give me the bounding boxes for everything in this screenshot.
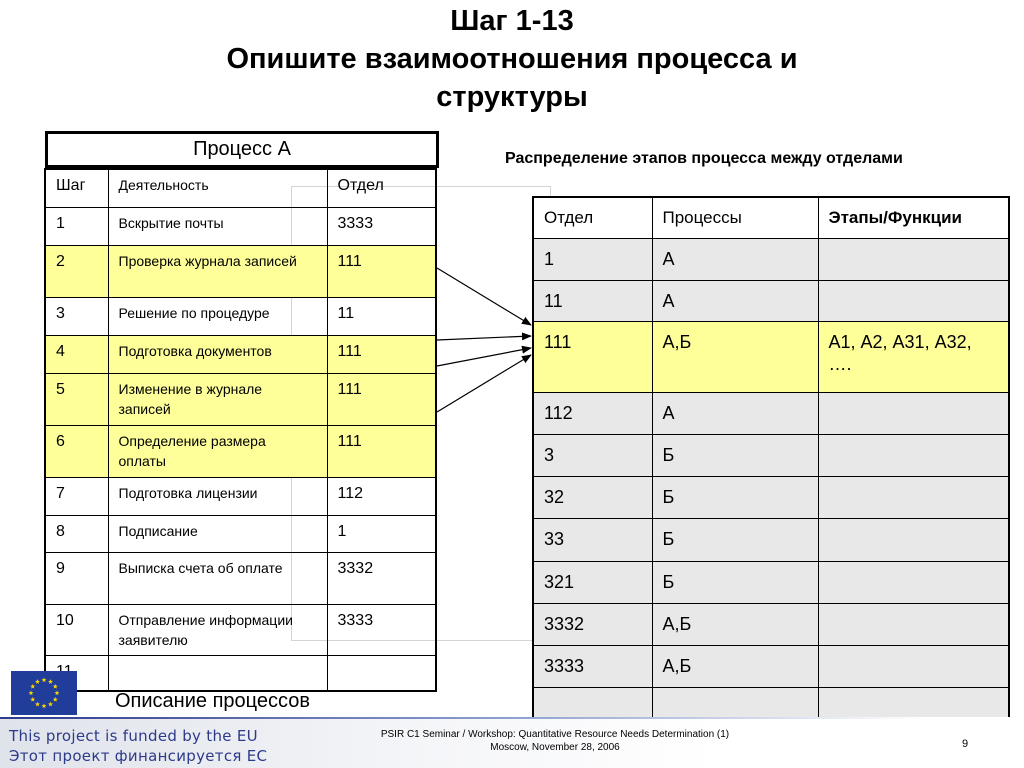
dept-cell: 11 bbox=[327, 297, 436, 335]
activity-cell: Подписание bbox=[108, 515, 327, 552]
stages-cell bbox=[818, 603, 1009, 645]
page-number: 9 bbox=[962, 738, 969, 750]
activity-cell bbox=[108, 655, 327, 691]
dept-cell: 321 bbox=[533, 561, 652, 603]
header-dept: Отдел bbox=[327, 169, 436, 207]
table-header-row bbox=[45, 169, 436, 207]
step-cell: 9 bbox=[45, 552, 108, 604]
seminar-date: Moscow, November 28, 2006 bbox=[490, 742, 620, 753]
dept-cell: 3333 bbox=[327, 604, 436, 655]
step-cell: 6 bbox=[45, 425, 108, 477]
table-row bbox=[45, 604, 436, 655]
department-stages-table bbox=[532, 196, 1010, 729]
table-row bbox=[533, 645, 1009, 687]
table-row bbox=[533, 476, 1009, 518]
header-dept: Отдел bbox=[533, 197, 652, 238]
step-cell: 5 bbox=[45, 373, 108, 425]
table-row bbox=[533, 434, 1009, 476]
processes-cell: А bbox=[652, 238, 818, 280]
processes-cell: Б bbox=[652, 561, 818, 603]
title-line-1: Шаг 1-13 bbox=[450, 5, 574, 37]
dept-cell: 111 bbox=[533, 321, 652, 392]
right-table-caption: Распределение этапов процесса между отделами bbox=[505, 150, 903, 167]
table-row bbox=[533, 561, 1009, 603]
header-activity: Деятельность bbox=[108, 169, 327, 207]
table-row bbox=[45, 515, 436, 552]
seminar-info bbox=[340, 728, 770, 754]
stages-cell bbox=[818, 434, 1009, 476]
step-cell: 1 bbox=[45, 207, 108, 245]
process-steps-table bbox=[44, 168, 437, 692]
stages-cell: А1, А2, А31, А32, …. bbox=[818, 321, 1009, 392]
activity-cell: Изменение в журнале записей bbox=[108, 373, 327, 425]
dept-cell: 111 bbox=[327, 425, 436, 477]
step-cell: 8 bbox=[45, 515, 108, 552]
activity-cell: Проверка журнала записей bbox=[108, 245, 327, 297]
activity-cell: Вскрытие почты bbox=[108, 207, 327, 245]
dept-cell: 3 bbox=[533, 434, 652, 476]
stages-cell bbox=[818, 392, 1009, 434]
header-stages: Этапы/Функции bbox=[818, 197, 1009, 238]
dept-cell: 111 bbox=[327, 335, 436, 373]
title-line-3: структуры bbox=[436, 81, 588, 113]
table-row bbox=[533, 518, 1009, 561]
step-cell: 3 bbox=[45, 297, 108, 335]
processes-cell: Б bbox=[652, 518, 818, 561]
dept-cell: 3332 bbox=[533, 603, 652, 645]
processes-cell: А bbox=[652, 392, 818, 434]
table-row bbox=[533, 238, 1009, 280]
dept-cell: 32 bbox=[533, 476, 652, 518]
processes-cell: А,Б bbox=[652, 321, 818, 392]
processes-cell: А,Б bbox=[652, 645, 818, 687]
table-row bbox=[45, 245, 436, 297]
dept-cell: 112 bbox=[327, 477, 436, 515]
stages-cell bbox=[818, 518, 1009, 561]
dept-cell: 11 bbox=[533, 280, 652, 321]
processes-cell: А bbox=[652, 280, 818, 321]
step-cell: 4 bbox=[45, 335, 108, 373]
stages-cell bbox=[818, 280, 1009, 321]
dept-cell: 3332 bbox=[327, 552, 436, 604]
activity-cell: Выписка счета об оплате bbox=[108, 552, 327, 604]
stages-cell bbox=[818, 476, 1009, 518]
seminar-title: PSIR C1 Seminar / Workshop: Quantitative Resource Needs Determination (1) bbox=[380, 729, 730, 740]
activity-cell: Решение по процедуре bbox=[108, 297, 327, 335]
table-header-row bbox=[533, 197, 1009, 238]
processes-cell: Б bbox=[652, 476, 818, 518]
activity-cell: Определение размера оплаты bbox=[108, 425, 327, 477]
stages-cell bbox=[818, 645, 1009, 687]
dept-cell: 111 bbox=[327, 245, 436, 297]
dept-cell bbox=[327, 655, 436, 691]
step-cell: 10 bbox=[45, 604, 108, 655]
table-row bbox=[45, 655, 436, 691]
title-line-2: Опишите взаимоотношения процесса и bbox=[226, 43, 798, 75]
table-row bbox=[45, 425, 436, 477]
step-cell: 7 bbox=[45, 477, 108, 515]
table-row bbox=[533, 280, 1009, 321]
dept-cell: 1 bbox=[327, 515, 436, 552]
stages-cell bbox=[818, 238, 1009, 280]
table-row bbox=[45, 477, 436, 515]
process-description-caption: Описание процессов bbox=[115, 690, 310, 712]
table-row bbox=[533, 321, 1009, 392]
table-row bbox=[45, 297, 436, 335]
activity-cell: Подготовка лицензии bbox=[108, 477, 327, 515]
dept-cell: 111 bbox=[327, 373, 436, 425]
dept-cell: 33 bbox=[533, 518, 652, 561]
funded-by-eu-text: This project is funded by the EU bbox=[9, 727, 258, 745]
dept-cell: 1 bbox=[533, 238, 652, 280]
dept-cell: 112 bbox=[533, 392, 652, 434]
stages-cell bbox=[818, 561, 1009, 603]
processes-cell: Б bbox=[652, 434, 818, 476]
table-row bbox=[533, 603, 1009, 645]
process-header: Процесс А bbox=[45, 131, 439, 168]
activity-cell: Подготовка документов bbox=[108, 335, 327, 373]
slide-title bbox=[100, 2, 924, 116]
eu-flag-icon bbox=[11, 671, 77, 715]
footer-divider bbox=[0, 717, 1024, 719]
table-row bbox=[45, 335, 436, 373]
step-cell: 2 bbox=[45, 245, 108, 297]
table-row bbox=[45, 552, 436, 604]
dept-cell: 3333 bbox=[327, 207, 436, 245]
processes-cell: А,Б bbox=[652, 603, 818, 645]
table-row bbox=[533, 392, 1009, 434]
table-row bbox=[45, 207, 436, 245]
header-step: Шаг bbox=[45, 169, 108, 207]
activity-cell: Отправление информации заявителю bbox=[108, 604, 327, 655]
funded-by-eu-text-ru: Этот проект финансируется ЕС bbox=[9, 747, 268, 765]
table-row bbox=[45, 373, 436, 425]
dept-cell: 3333 bbox=[533, 645, 652, 687]
header-processes: Процессы bbox=[652, 197, 818, 238]
